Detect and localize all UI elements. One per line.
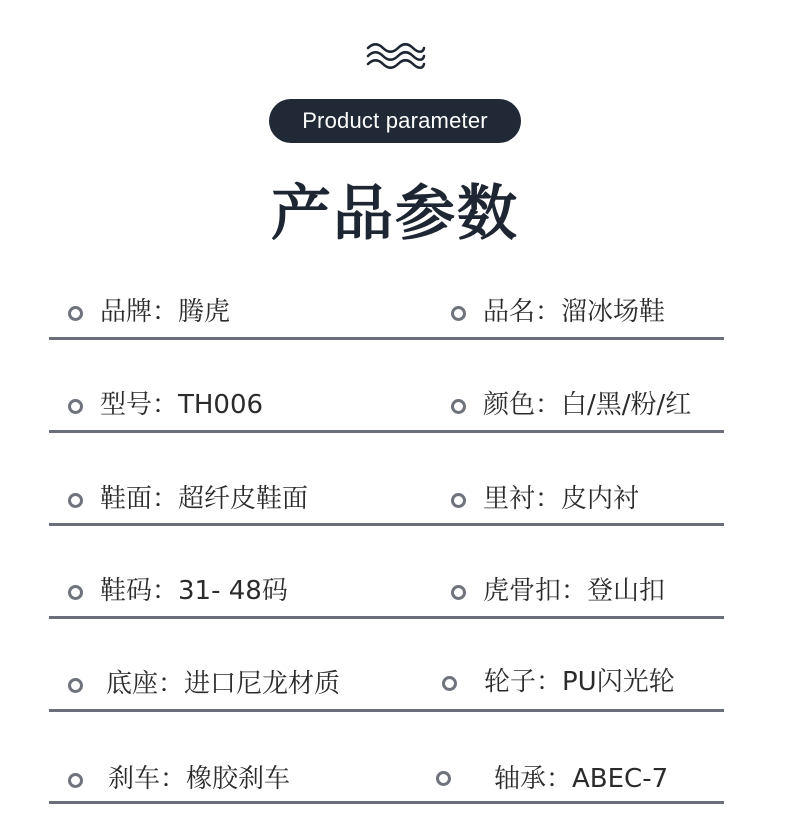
bullet-icon: [68, 585, 83, 600]
param-text: 鞋面：超纤皮鞋面: [100, 484, 309, 514]
divider: [49, 523, 724, 526]
param-row: [0, 573, 790, 633]
param-text: 轴承：ABEC-7: [494, 764, 669, 794]
bullet-icon: [68, 678, 83, 693]
param-row: [0, 761, 790, 821]
bullet-icon: [451, 493, 466, 508]
param-text: 颜色：白/黑/粉/红: [483, 390, 692, 420]
product-parameter-badge: Product parameter: [269, 99, 521, 143]
page-title: 产品参数: [271, 179, 519, 249]
divider: [49, 430, 724, 433]
bullet-icon: [68, 306, 83, 321]
bullet-icon: [451, 306, 466, 321]
wave-icon: [366, 42, 426, 70]
param-text: 鞋码：31- 48码: [100, 576, 288, 606]
param-text: 底座：进口尼龙材质: [106, 669, 341, 699]
bullet-icon: [68, 399, 83, 414]
param-text: 里衬：皮内衬: [483, 484, 640, 514]
param-row: [0, 294, 790, 354]
param-text: 刹车：橡胶刹车: [108, 764, 291, 794]
divider: [49, 616, 724, 619]
param-row: [0, 481, 790, 541]
bullet-icon: [451, 585, 466, 600]
param-text: 型号：TH006: [100, 390, 264, 420]
param-text: 虎骨扣：登山扣: [483, 576, 666, 606]
bullet-icon: [442, 676, 457, 691]
param-row: [0, 664, 790, 724]
param-text: 品名：溜冰场鞋: [483, 297, 666, 327]
param-row: [0, 387, 790, 447]
divider: [49, 801, 724, 804]
divider: [49, 709, 724, 712]
bullet-icon: [68, 493, 83, 508]
bullet-icon: [451, 399, 466, 414]
param-text: 轮子：PU闪光轮: [484, 667, 675, 697]
param-text: 品牌：腾虎: [100, 297, 231, 327]
bullet-icon: [436, 771, 451, 786]
divider: [49, 337, 724, 340]
bullet-icon: [68, 773, 83, 788]
